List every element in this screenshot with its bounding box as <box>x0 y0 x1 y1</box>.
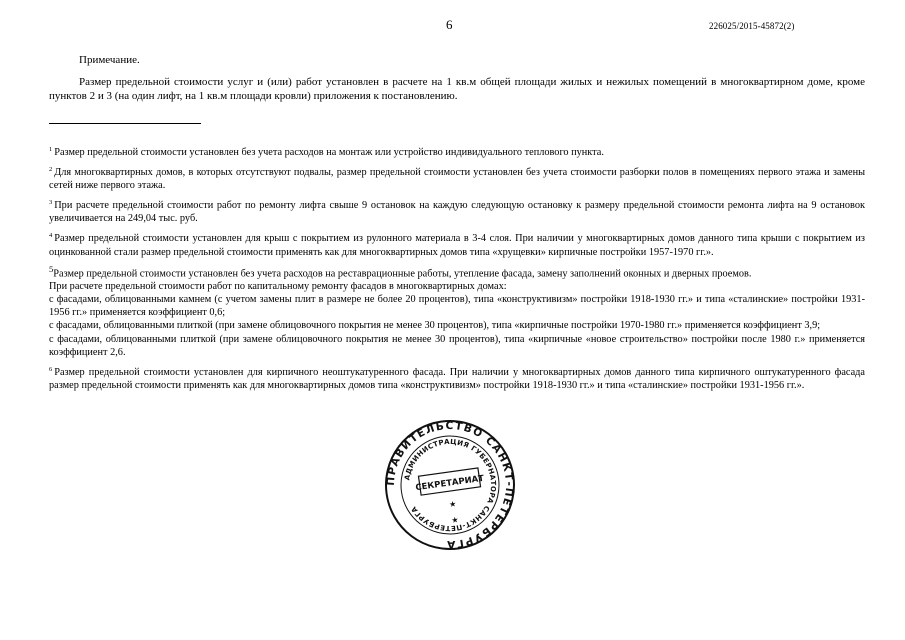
footnote-number: 4 <box>49 232 53 240</box>
seal-outer-text: ПРАВИТЕЛЬСТВО САНКТ-ПЕТЕРБУРГА <box>384 419 516 551</box>
footnote-number: 6 <box>49 365 53 373</box>
seal-center-text: СЕКРЕТАРИАТ <box>414 473 485 494</box>
footnote-4 <box>49 229 865 258</box>
footnote-5 <box>49 263 865 281</box>
footnote-5-tile-facades-1980: с фасадами, облицованными плиткой (при замене облицовочного покрытия не менее 30 процентов), типа «кирпичные «новое строительство» постройки после 1980 г.» применяется коэффициент 2,6. <box>49 333 865 358</box>
footnote-number: 1 <box>49 146 53 153</box>
footnote-text: При расчете предельной стоимости работ по ремонту лифта свыше 9 остановок на каждую следующую остановку к размеру предельной стоимости ремонта лифта на 9 остановок увеличивается на 249,04 тыс. руб. <box>49 200 865 225</box>
seal-star-icon: ★ <box>450 515 460 526</box>
footnote-text: Размер предельной стоимости установлен без учета расходов на реставрационные работы, утепление фасада, замену заполнений оконных и дверных проемов. <box>53 268 752 280</box>
footnote-text: Размер предельной стоимости установлен без учета расходов на монтаж или устройство индивидуального теплового пункта. <box>54 147 604 158</box>
footnote-text: Для многоквартирных домов, в которых отсутствуют подвалы, размер предельной стоимости установлен без учета стоимости разборки полов в помещениях первого этажа и замены сетей ниже первого этажа. <box>49 167 865 192</box>
note-text: Размер предельной стоимости услуг и (или) работ установлен в расчете на 1 кв.м общей площади жилых и нежилых помещений в многоквартирном доме, кроме пунктов 2 и 3 (на один лифт, на 1 кв.м площади кровли) приложения к постановлению. <box>49 76 865 102</box>
footnote-5-tile-facades-1970: с фасадами, облицованными плиткой (при замене облицовочного покрытия не менее 30 процентов), типа «кирпичные постройки 1970-1980 гг.» применяется коэффициент 3,9; <box>49 320 821 332</box>
footnote-separator <box>49 123 201 124</box>
footnote-text: Размер предельной стоимости установлен для крыш с покрытием из рулонного материала в 3-4 слоя. При наличии у многоквартирных домов данного типа крыши с покрытием из оцинкованной стали размер предельной стоимости применять как для многоквартирных домов типа «хрущевки» кирпичные постройки 1957-1970 гг.». <box>49 233 865 258</box>
seal-inner-text: АДМИНИСТРАЦИЯ ГУБЕРНАТОРА САНКТ-ПЕТЕРБУРГА <box>403 437 498 533</box>
footnote-text: Размер предельной стоимости установлен для кирпичного неоштукатуренного фасада. При наличии у многоквартирных домов данного типа кирпичного оштукатуренного фасада размер предельной стоимости применять как для многоквартирных домов типа «конструктивизм» постройки 1918-1930 гг.» и типа «сталинские» постройки 1931-1956 гг.». <box>49 366 865 391</box>
document-code: 226025/2015-45872(2) <box>709 21 795 31</box>
page-number: 6 <box>446 17 453 32</box>
footnote-5-facades-intro: При расчете предельной стоимости работ по капитальному ремонту фасадов в многоквартирных домах: <box>49 281 507 293</box>
footnote-number: 2 <box>49 166 53 174</box>
note-heading: Примечание. <box>79 54 140 66</box>
footnote-2 <box>49 163 865 192</box>
footnote-3 <box>49 196 865 225</box>
footnote-6 <box>49 363 865 392</box>
seal-star-icon: ★ <box>448 499 457 510</box>
footnote-5-stone-facades: с фасадами, облицованными камнем (с учетом замены плит в размере не более 20 процентов), типа «конструктивизм» постройки 1918-1930 гг.» и типа «сталинские» постройки 1931-1956 гг.» применяется коэффициент 0,6; <box>49 294 865 319</box>
footnote-1 <box>49 143 865 159</box>
footnotes-block <box>49 143 865 396</box>
official-seal-stamp <box>384 419 516 551</box>
footnote-number: 5 <box>49 263 54 274</box>
footnote-number: 3 <box>49 199 53 207</box>
